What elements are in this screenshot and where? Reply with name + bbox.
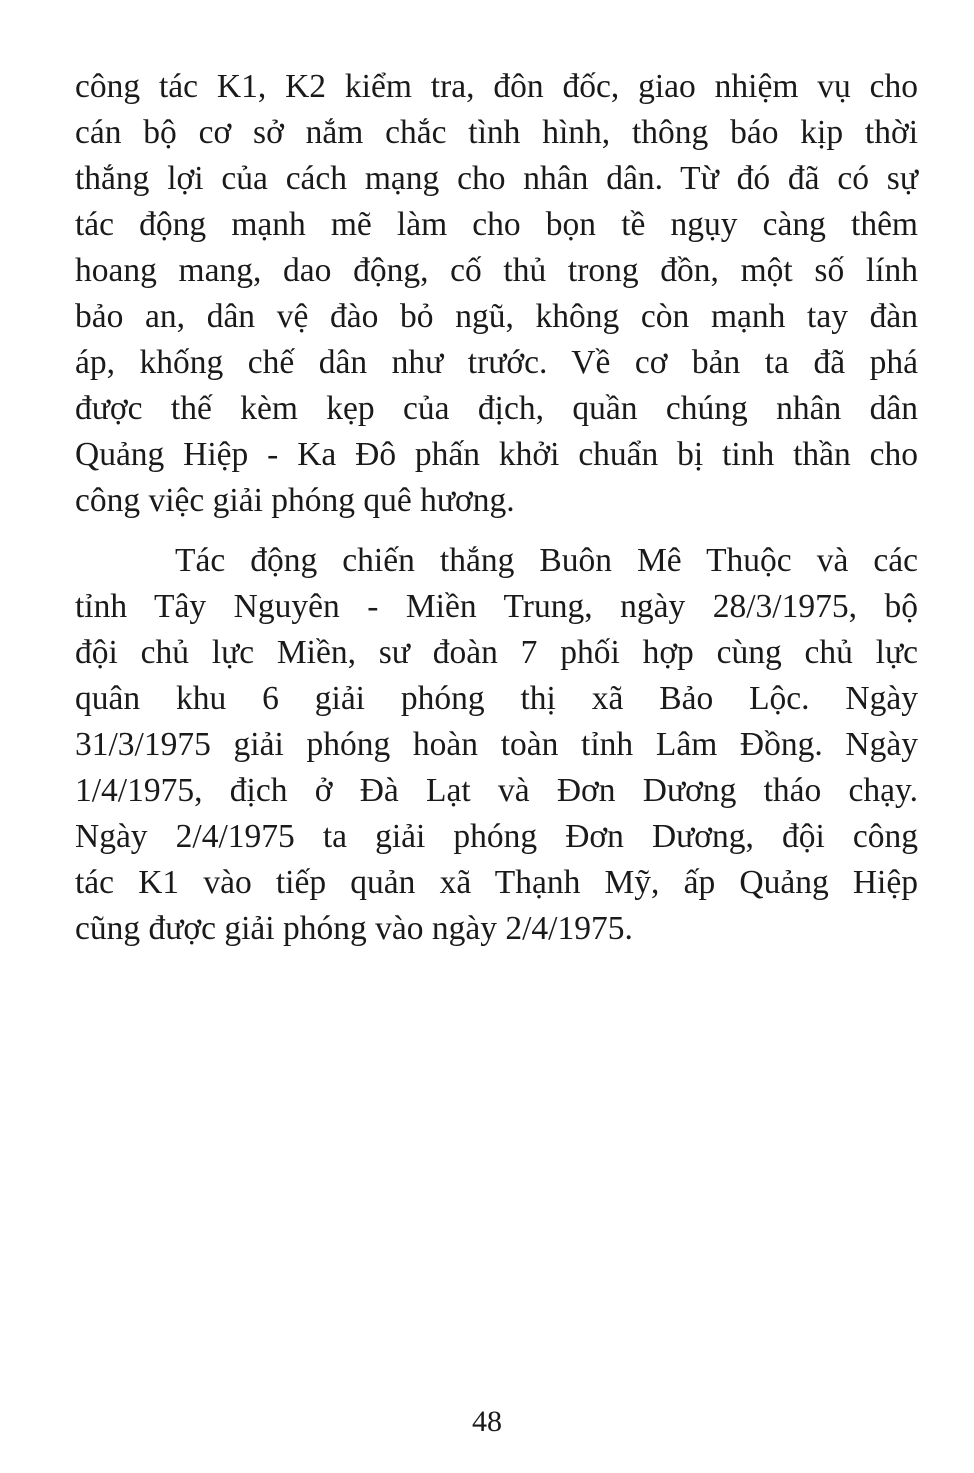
paragraph-1 [75, 64, 918, 524]
text-line: công việc giải phóng quê hương. [75, 482, 515, 519]
text-line: tỉnh Tây Nguyên - Miền Trung, ngày 28/3/1975, bộ [75, 588, 918, 625]
body-text [75, 64, 918, 952]
paragraph-2 [75, 538, 918, 952]
text-line: cán bộ cơ sở nắm chắc tình hình, thông báo kịp thời [75, 114, 918, 151]
text-line: quân khu 6 giải phóng thị xã Bảo Lộc. Ngày [75, 680, 918, 717]
text-line: tác K1 vào tiếp quản xã Thạnh Mỹ, ấp Quảng Hiệp [75, 864, 918, 901]
text-line: được thế kèm kẹp của địch, quần chúng nhân dân [75, 390, 918, 427]
text-line: thắng lợi của cách mạng cho nhân dân. Từ đó đã có sự [75, 160, 918, 197]
text-line: 1/4/1975, địch ở Đà Lạt và Đơn Dương tháo chạy. [75, 772, 918, 809]
page-number: 48 [472, 1405, 502, 1438]
text-line: Quảng Hiệp - Ka Đô phấn khởi chuẩn bị tinh thần cho [75, 436, 918, 473]
text-line: bảo an, dân vệ đào bỏ ngũ, không còn mạnh tay đàn [75, 298, 918, 335]
text-line: cũng được giải phóng vào ngày 2/4/1975. [75, 910, 633, 947]
text-line: hoang mang, dao động, cố thủ trong đồn, một số lính [75, 252, 918, 289]
text-line: áp, khống chế dân như trước. Về cơ bản ta đã phá [75, 344, 918, 381]
text-line: Ngày 2/4/1975 ta giải phóng Đơn Dương, đội công [75, 818, 918, 855]
text-line: Tác động chiến thắng Buôn Mê Thuộc và các [175, 542, 918, 579]
text-line: đội chủ lực Miền, sư đoàn 7 phối hợp cùng chủ lực [75, 634, 918, 671]
text-line: 31/3/1975 giải phóng hoàn toàn tỉnh Lâm Đồng. Ngày [75, 726, 918, 763]
text-line: công tác K1, K2 kiểm tra, đôn đốc, giao nhiệm vụ cho [75, 68, 918, 105]
text-line: tác động mạnh mẽ làm cho bọn tề ngụy càng thêm [75, 206, 918, 243]
